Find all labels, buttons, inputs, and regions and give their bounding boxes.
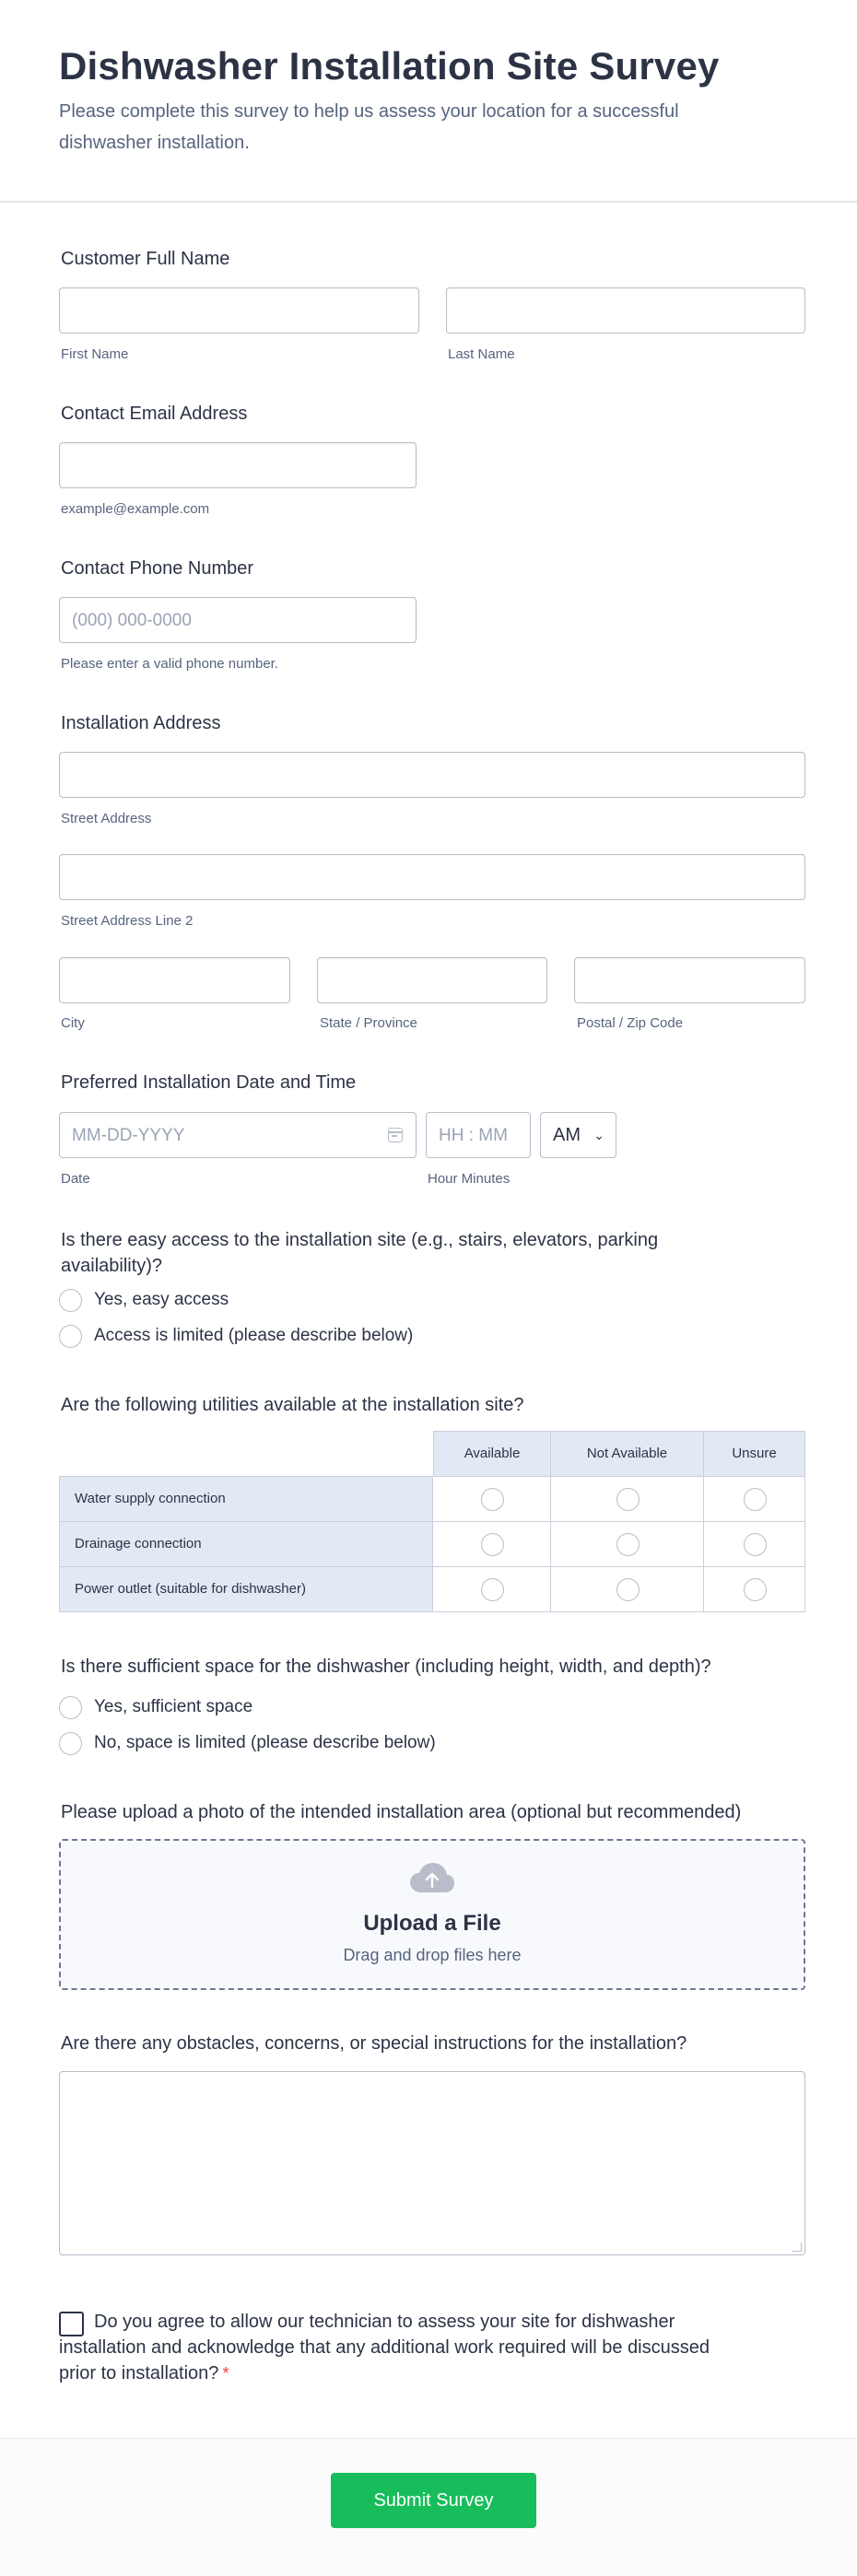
matrix-cell[interactable] — [703, 1521, 805, 1567]
space-option-label: No, space is limited (please describe below) — [94, 1733, 436, 1752]
email-input[interactable] — [59, 442, 417, 488]
email-label: Contact Email Address — [61, 404, 248, 424]
matrix-cell[interactable] — [550, 1566, 704, 1612]
city-sublabel: City — [61, 1015, 85, 1031]
matrix-cell[interactable] — [703, 1566, 805, 1612]
matrix-column-not-available: Not Available — [550, 1431, 704, 1477]
street-address-line2-input[interactable] — [59, 854, 805, 900]
radio-button[interactable] — [59, 1696, 82, 1719]
cloud-upload-icon — [408, 1861, 456, 1894]
obstacles-question: Are there any obstacles, concerns, or special instructions for the installation? — [61, 2033, 687, 2054]
utilities-question: Are the following utilities available at the installation site? — [61, 1395, 524, 1415]
obstacles-textarea[interactable] — [59, 2071, 805, 2255]
matrix-cell[interactable] — [703, 1476, 805, 1522]
street-address-input[interactable] — [59, 752, 805, 798]
radio-button[interactable] — [481, 1488, 504, 1511]
upload-subtitle: Drag and drop files here — [343, 1946, 522, 1964]
zip-input[interactable] — [574, 957, 805, 1003]
chevron-down-icon: ⌄ — [593, 1128, 605, 1142]
matrix-cell[interactable] — [432, 1476, 551, 1522]
time-input[interactable] — [426, 1112, 531, 1158]
address-label: Installation Address — [61, 713, 221, 733]
form-header — [0, 0, 857, 203]
space-option-label: Yes, sufficient space — [94, 1697, 253, 1716]
last-name-input[interactable] — [446, 287, 805, 334]
state-input[interactable] — [317, 957, 547, 1003]
phone-placeholder: (000) 000-0000 — [72, 611, 192, 630]
matrix-column-unsure: Unsure — [703, 1431, 805, 1477]
matrix-row-power: Power outlet (suitable for dishwasher) — [59, 1566, 433, 1612]
page-title: Dishwasher Installation Site Survey — [59, 44, 720, 88]
radio-button[interactable] — [481, 1578, 504, 1601]
date-placeholder: MM-DD-YYYY — [72, 1126, 185, 1145]
file-upload-dropzone[interactable] — [59, 1839, 805, 1990]
first-name-sublabel: First Name — [61, 346, 129, 362]
phone-input[interactable] — [59, 597, 417, 643]
ampm-value: AM — [553, 1125, 581, 1145]
state-sublabel: State / Province — [320, 1015, 417, 1031]
time-placeholder: HH : MM — [439, 1126, 508, 1145]
radio-button[interactable] — [616, 1533, 640, 1556]
radio-button[interactable] — [744, 1578, 767, 1601]
zip-sublabel: Postal / Zip Code — [577, 1015, 684, 1031]
ampm-select[interactable] — [540, 1112, 616, 1158]
access-option-label: Access is limited (please describe below) — [94, 1326, 414, 1345]
upload-title: Upload a File — [363, 1911, 501, 1936]
radio-button[interactable] — [744, 1533, 767, 1556]
radio-button[interactable] — [616, 1488, 640, 1511]
phone-sublabel: Please enter a valid phone number. — [61, 656, 278, 672]
matrix-row-drainage: Drainage connection — [59, 1521, 433, 1567]
access-option-label: Yes, easy access — [94, 1290, 229, 1309]
agreement-label: Do you agree to allow our technician to assess your site for dishwasher installation and acknowledge that any additional work required will be discussed prior to installation? — [59, 2312, 710, 2383]
date-input[interactable] — [59, 1112, 417, 1158]
agreement-text — [59, 2309, 741, 2386]
radio-button[interactable] — [59, 1289, 82, 1312]
last-name-sublabel: Last Name — [448, 346, 515, 362]
street-address-sublabel: Street Address — [61, 811, 152, 826]
matrix-column-available: Available — [433, 1431, 551, 1477]
submit-button[interactable]: Submit Survey — [331, 2473, 536, 2528]
radio-button[interactable] — [481, 1533, 504, 1556]
radio-button[interactable] — [59, 1732, 82, 1755]
space-question: Is there sufficient space for the dishwasher (including height, width, and depth)? — [61, 1657, 711, 1677]
first-name-input[interactable] — [59, 287, 419, 334]
street-address-line2-sublabel: Street Address Line 2 — [61, 913, 194, 929]
city-input[interactable] — [59, 957, 290, 1003]
matrix-row-water: Water supply connection — [59, 1476, 433, 1522]
radio-button[interactable] — [59, 1325, 82, 1348]
resize-handle-icon[interactable] — [792, 2242, 802, 2252]
matrix-cell[interactable] — [432, 1566, 551, 1612]
time-sublabel: Hour Minutes — [428, 1171, 511, 1187]
date-sublabel: Date — [61, 1171, 90, 1187]
matrix-cell[interactable] — [432, 1521, 551, 1567]
upload-question: Please upload a photo of the intended installation area (optional but recommended) — [61, 1802, 742, 1822]
matrix-cell[interactable] — [550, 1476, 704, 1522]
datetime-label: Preferred Installation Date and Time — [61, 1072, 357, 1093]
phone-label: Contact Phone Number — [61, 558, 254, 579]
required-mark: * — [222, 2364, 229, 2383]
calendar-icon[interactable] — [388, 1128, 403, 1142]
access-question: Is there easy access to the installation site (e.g., stairs, elevators, parking availability)? — [61, 1230, 659, 1276]
page-subtitle: Please complete this survey to help us assess your location for a successful dishwasher installation. — [59, 101, 679, 153]
radio-button[interactable] — [616, 1578, 640, 1601]
email-sublabel: example@example.com — [61, 501, 210, 517]
matrix-cell[interactable] — [550, 1521, 704, 1567]
radio-button[interactable] — [744, 1488, 767, 1511]
full-name-label: Customer Full Name — [61, 249, 230, 269]
